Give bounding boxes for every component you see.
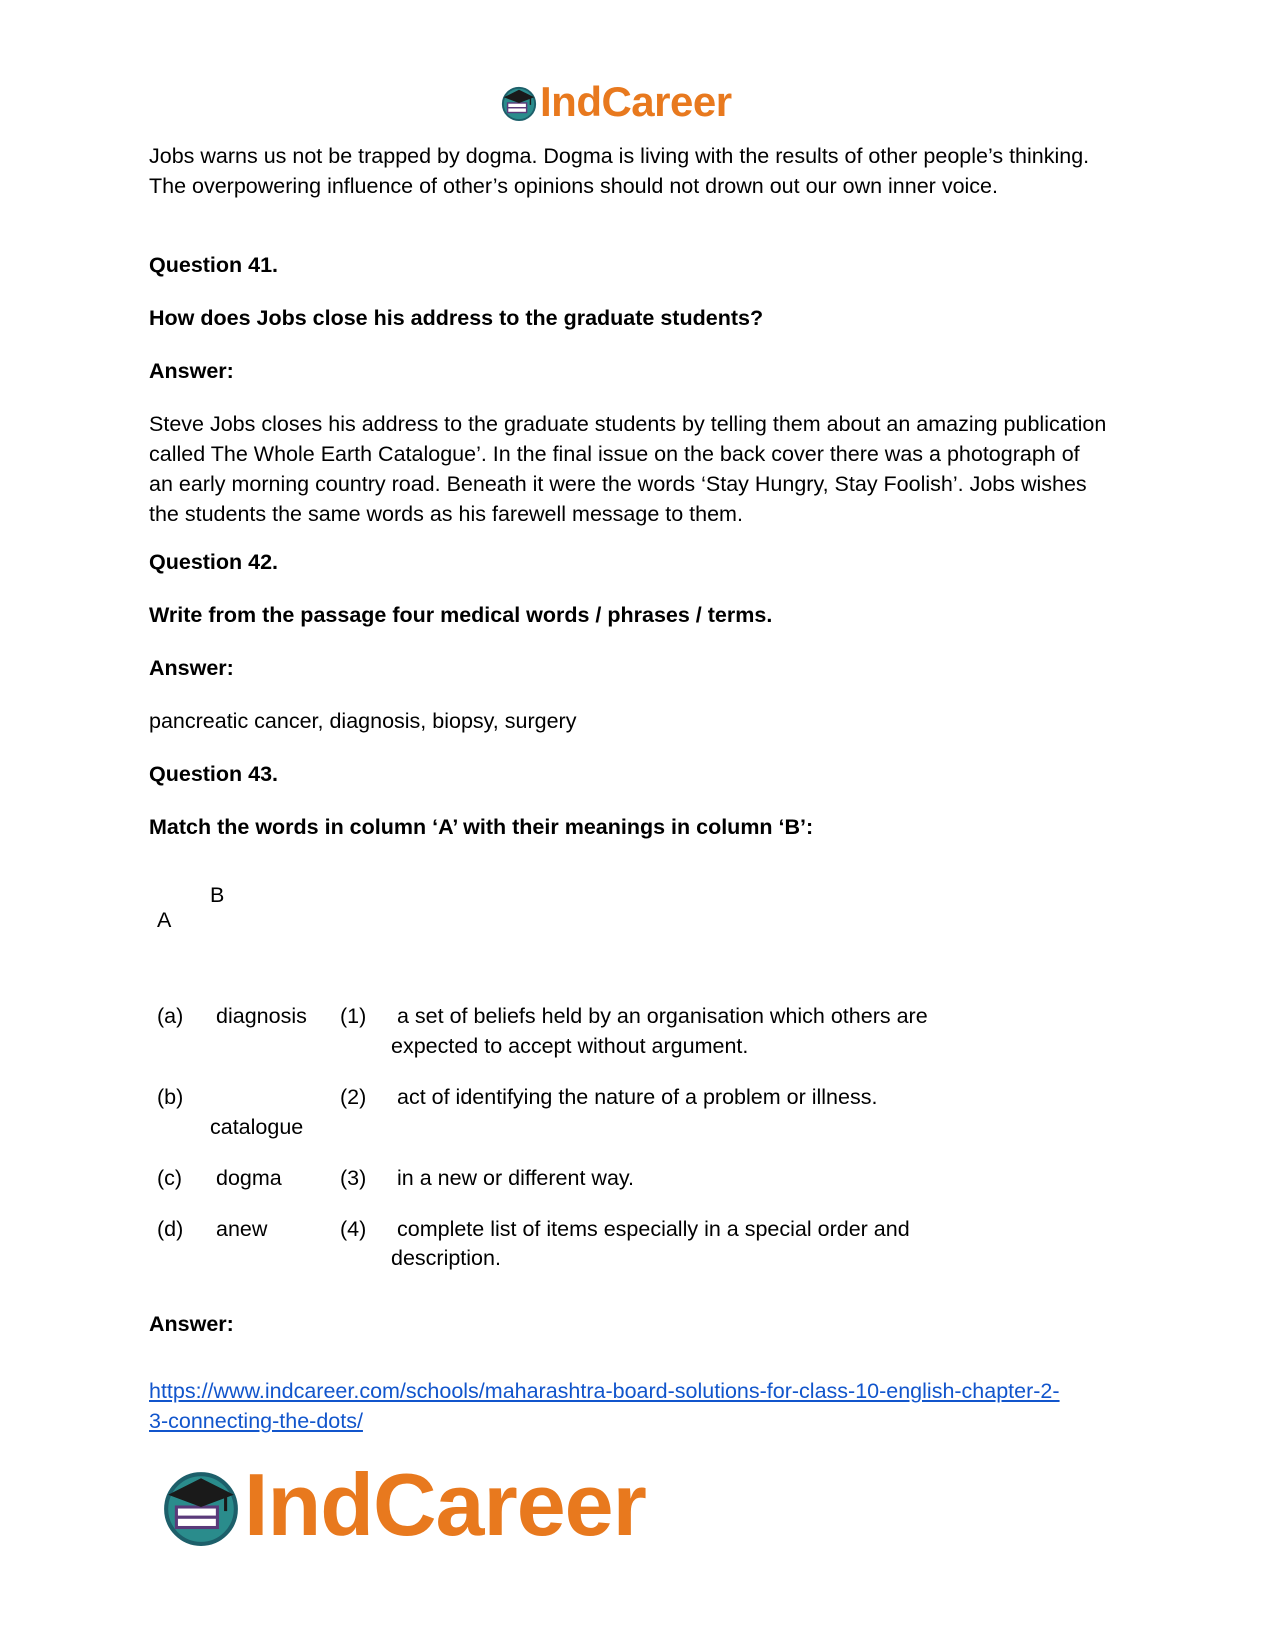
globe-graduation-cap-icon: [160, 1466, 242, 1548]
question-43-text: Match the words in column ‘A’ with their meanings in column ‘B’:: [149, 815, 814, 839]
link-line-1: https://www.indcareer.com/schools/maharashtra-board-solutions-for-class-10-english-chapter-2-: [149, 1379, 1060, 1403]
row-letter: (b): [157, 1085, 184, 1109]
row-number: (3): [340, 1166, 367, 1190]
link-line-2: 3-connecting-the-dots/: [149, 1409, 363, 1433]
question-41-answer-label: Answer:: [149, 359, 234, 383]
solutions-link[interactable]: [149, 1376, 1129, 1436]
brand-name: IndCareer: [540, 78, 732, 125]
row-word: dogma: [216, 1166, 282, 1190]
row-number: (4): [340, 1217, 367, 1241]
row-meaning: a set of beliefs held by an organisation which others are: [397, 1004, 928, 1028]
row-word: anew: [216, 1217, 268, 1241]
row-letter: (d): [157, 1217, 184, 1241]
indcareer-logo-bottom: [160, 1455, 700, 1554]
row-letter: (c): [157, 1166, 183, 1190]
question-43-answer-label: Answer:: [149, 1312, 234, 1336]
question-42-answer-label: Answer:: [149, 656, 234, 680]
question-42-text: Write from the passage four medical words / phrases / terms.: [149, 603, 773, 627]
row-meaning-continued: expected to accept without argument.: [391, 1034, 749, 1058]
column-a-header: A: [157, 908, 172, 932]
globe-graduation-cap-icon: [500, 84, 538, 122]
row-number: (2): [340, 1085, 367, 1109]
question-42-answer: pancreatic cancer, diagnosis, biopsy, surgery: [149, 709, 577, 733]
indcareer-logo-top: [500, 80, 770, 128]
row-word: catalogue: [210, 1115, 304, 1139]
row-letter: (a): [157, 1004, 184, 1028]
question-43-heading: Question 43.: [149, 762, 279, 786]
brand-name: IndCareer: [244, 1455, 646, 1554]
row-meaning: act of identifying the nature of a problem or illness.: [397, 1085, 878, 1109]
row-meaning: complete list of items especially in a special order and: [397, 1217, 910, 1241]
row-meaning-continued: description.: [391, 1246, 501, 1270]
question-41-text: How does Jobs close his address to the graduate students?: [149, 306, 764, 330]
question-41-answer: Steve Jobs closes his address to the graduate students by telling them about an amazing publication called The Whole Earth Catalogue’. In the final issue on the back cover there was a photograph of an early morning country road. Beneath it were the words ‘Stay Hungry, Stay Foolish’. Jobs wishes the students the same words as his farewell message to them.: [149, 412, 1107, 526]
row-number: (1): [340, 1004, 367, 1028]
question-41-heading: Question 41.: [149, 253, 279, 277]
column-b-header: B: [210, 883, 225, 907]
row-meaning: in a new or different way.: [397, 1166, 635, 1190]
row-word: diagnosis: [216, 1004, 307, 1028]
intro-paragraph: Jobs warns us not be trapped by dogma. Dogma is living with the results of other people’s thinking. The overpowering influence of other’s opinions should not drown out our own inner voice.: [149, 144, 1090, 198]
question-42-heading: Question 42.: [149, 550, 279, 574]
